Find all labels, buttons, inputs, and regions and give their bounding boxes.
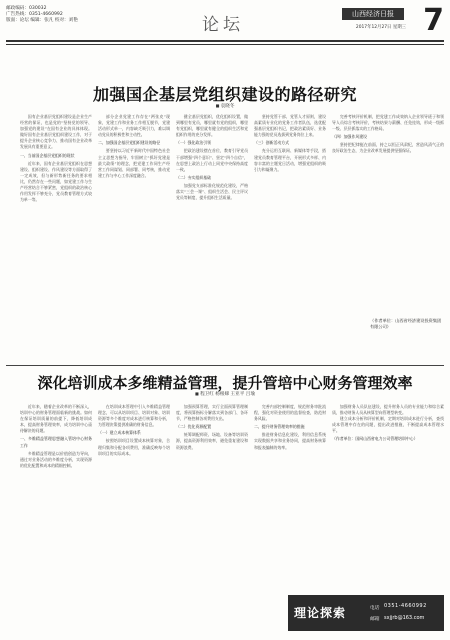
- paragraph: 完善考核评价机制，把党建工作成效纳入企业领导班子和领导人员综合考核评价，考核结果与薪酬、任免挂钩，形成一级抓一级、层层抓落实的工作格局。: [332, 114, 444, 132]
- info-line: 邮政编码：030032: [6, 6, 47, 11]
- paragraph: 坚持党管干部、党管人才原则，建设高素质专业化的党务工作者队伍，选优配强基层党组织书记，把政治素质好、业务能力强的党员选拔到党务岗位上来。: [254, 114, 326, 138]
- paragraph: 国有企业基层党组织建设是企业生产经营的保证，也是党的“坚持党的领导、加强党的建设”在国有企业的具体体现。做好国有企业基层党组织建设工作，对于提升企业核心竞争力、推动国有企业改革发展具有重要意义。: [20, 114, 92, 150]
- masthead: [6, 4, 444, 42]
- subheading: 二、加强国企基层党组织建设的路径: [98, 140, 161, 146]
- article2-column-5: [332, 404, 444, 590]
- subheading: 一、当前国企基层党组织的现状: [20, 152, 75, 158]
- paragraph: 近年来，国有企业基层党组织在思想建设、组织建设、作风建设等方面取得了一定成效，但与新形势新任务的要求相比，仍然存在一些问题，如党建工作与生产经营结合不够紧密，党组织的政治核心作用发挥不够充分，党员教育管理方式较为单一等。: [20, 160, 92, 203]
- article2-column-2: [98, 404, 170, 632]
- article1-column-5: [332, 114, 444, 314]
- paragraph: 坚持把纪律挺在前面，持之以恒正风肃纪，营造风清气正的良好政治生态，为企业改革发展提供坚强保证。: [332, 142, 444, 154]
- paper-name: 山西经济日报: [342, 8, 404, 20]
- article1-column-4: [254, 114, 326, 362]
- section-name: 论坛: [202, 15, 244, 35]
- article1-column-3: [176, 114, 248, 362]
- article-divider: [6, 365, 444, 366]
- article1-byline: ■ 袁晓冬: [0, 103, 450, 109]
- paragraph: 健全基层党组织，优化组织设置，做到哪里有党员，哪里就有党的组织，哪里有党组织，哪里就有健全的组织生活和党组织作用的充分发挥。: [176, 114, 248, 138]
- paragraph: 统筹调配师资、场地、设备等培训资源，提高资源利用效率，避免重复建设和资源浪费。: [176, 432, 248, 450]
- ad-phone-label: 电话: [370, 606, 380, 611]
- paragraph: 加强财务人员队伍建设，提升财务人员的专业能力和综合素质，推动财务人员从核算型向管理型转变。: [332, 404, 444, 416]
- article1-column-1: [20, 114, 92, 362]
- subheading: （一）建立成本核算体系: [98, 430, 141, 436]
- info-line: 版面：论坛 编辑：张凡 校对：刘艳: [6, 18, 78, 23]
- article1-column-2: [98, 114, 170, 362]
- author-note: （作者单位：国网山西省电力公司管理培训中心）: [332, 436, 418, 442]
- article1-headline: 加强国企基层党组织建设的路径研究: [92, 85, 357, 104]
- paragraph: 近年来，随着企业改革的不断深入，培训中心的财务管理面临新的挑战。如何在保证培训质量的前提下，降低培训成本，提高财务管理效率，成为培训中心亟待解决的问题。: [20, 404, 92, 434]
- ad-email: sxjjrb@163.com: [384, 615, 425, 621]
- subheading: （一）强化政治引领: [176, 140, 212, 146]
- article2-column-1: [20, 404, 92, 632]
- paragraph: 要坚持以习近平新时代中国特色社会主义思想为指导，牢固树立“抓好党建是最大政绩”的理念，把党建工作同生产经营工作同谋划、同部署、同考核，推动党建工作与中心工作深度融合。: [98, 148, 170, 178]
- subheading: （四）加强作风建设: [332, 134, 368, 140]
- subheading: （三）创新活动方式: [254, 140, 290, 146]
- paragraph: 加强预算管理，实行全面预算管理制度，将预算指标分解落实到各部门、各环节，严格控制各项费用支出。: [176, 404, 248, 422]
- ad-email-label: 邮箱: [370, 617, 380, 622]
- page-number: 7: [423, 3, 444, 38]
- masthead-info: [6, 6, 116, 24]
- subheading: （二）夯实组织基础: [176, 174, 212, 180]
- dateline: 2017年12月27日 星期三: [355, 25, 406, 30]
- article2-column-3: [176, 404, 248, 632]
- subheading: （二）优化资源配置: [176, 424, 212, 430]
- subheading: 二、提升财务管理效率的措施: [254, 424, 305, 430]
- masthead-rule: [6, 44, 444, 45]
- ad-title: 理论探索: [294, 606, 347, 620]
- paragraph: 多维精益管理是以价值创造为导向，通过对业务活动的多维度分析，实现资源的优化配置和成本的精细控制。: [20, 450, 92, 468]
- article2-headline: 深化培训成本多维精益管理，提升管培中心财务管理效率: [37, 374, 413, 392]
- theory-ad-box: [288, 595, 444, 631]
- paragraph: 充分运用互联网、新媒体等手段，搭建党员教育管理平台，开展形式多样、内容丰富的主题党日活动，增强党组织的吸引力和凝聚力。: [254, 148, 326, 172]
- paragraph: 把政治建设摆在首位，教育引导党员干部增强“四个意识”、坚定“四个自信”，在思想上政治上行动上同党中央保持高度一致。: [176, 148, 248, 172]
- paragraph: 部分企业党建工作存在“两张皮”现象，党建工作和业务工作相互脱节，党建活动形式单一，内容缺乏吸引力，难以调动党员的积极性和主动性。: [98, 114, 170, 138]
- paragraph: 在培训成本管理中引入多维精益管理理念，可以从培训项目、培训对象、培训资源等多个维度对成本进行核算和分析，为管理决策提供准确的财务信息。: [98, 404, 170, 428]
- paragraph: 加强党支部标准化规范化建设，严格落实“三会一课”、组织生活会、民主评议党员等制度，提升组织生活质量。: [176, 182, 248, 201]
- subheading: 一、多维精益管理思想融入管培中心财务工作: [20, 436, 92, 448]
- info-line: 广告热线：0351-4660992: [6, 12, 63, 17]
- article1-author-note: （作者单位：山西省经济建设投资集团有限公司）: [370, 318, 442, 329]
- article2-byline: ■ 程卫红 杨根娣 王亚平 吕瑜: [0, 391, 450, 397]
- ad-phone: 0351-4660992: [384, 603, 427, 609]
- paragraph: 建立成本分析和评价机制，定期对培训成本进行分析，查找成本管理中存在的问题，提出改进措施，不断提高成本管理水平。: [332, 416, 444, 434]
- paragraph: 推进财务信息化建设，利用信息系统实现数据共享和业务协同，提高财务核算和报表编制的效率。: [254, 432, 326, 450]
- paragraph: 完善内部控制制度，规范财务审批流程，强化对资金使用的监督检查，防范财务风险。: [254, 404, 326, 422]
- paragraph: 按照培训项目设置成本核算对象，合理归集和分配各项费用，准确反映每个培训项目的实际成本。: [98, 438, 170, 456]
